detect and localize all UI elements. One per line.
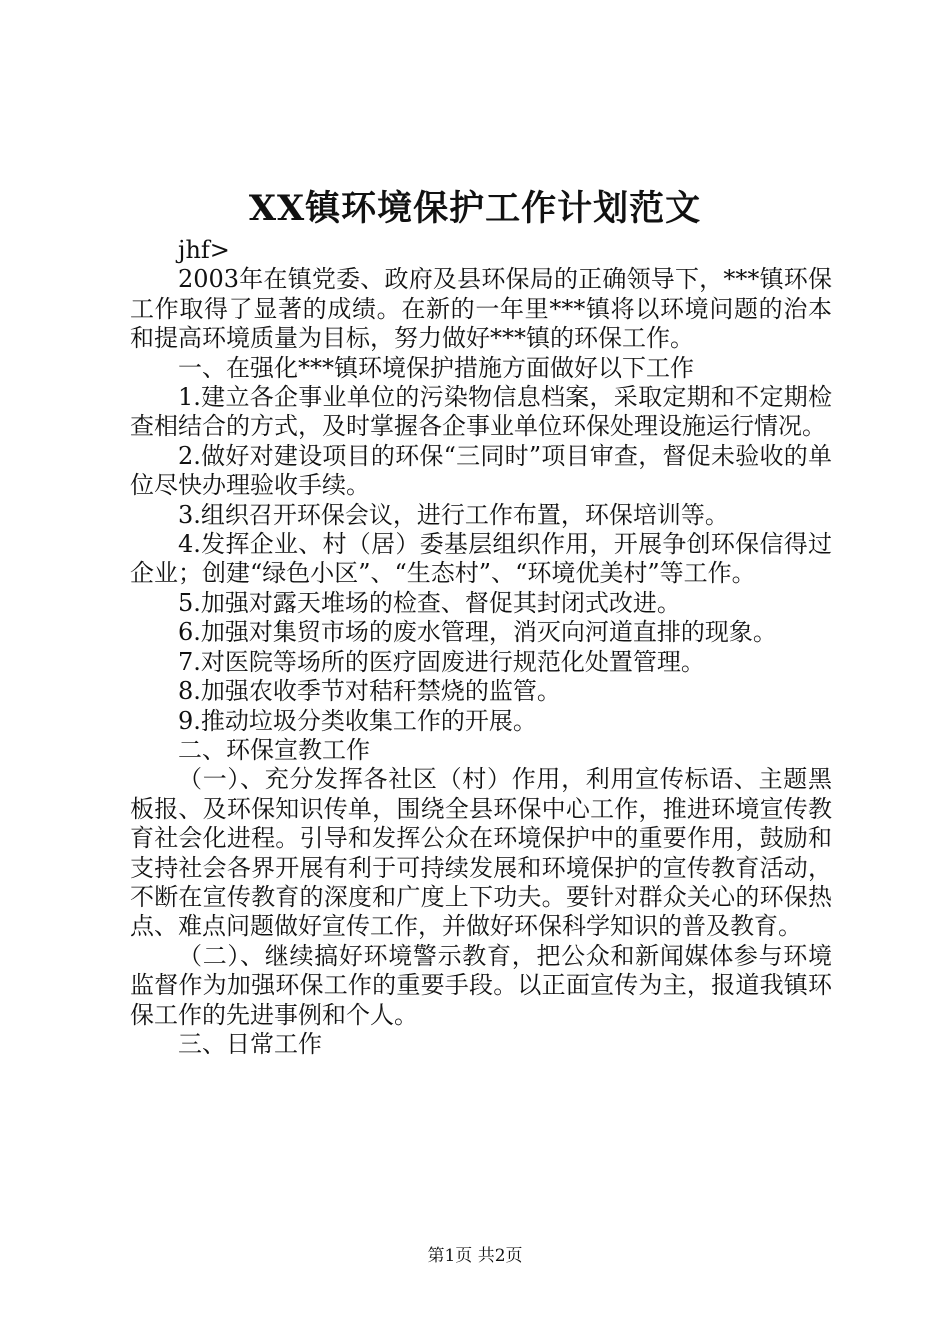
list-item-9: 9.推动垃圾分类收集工作的开展。 [178, 706, 537, 735]
list-item-5: 5.加强对露天堆场的检查、督促其封闭式改进。 [178, 588, 681, 617]
document-body [130, 236, 832, 1059]
paragraph-intro: 2003年在镇党委、政府及县环保局的正确领导下，***镇环保工作取得了显著的成绩。在新的一年里***镇将以环境问题的治本和提高环境质量为目标，努力做好***镇的环保工作。 [130, 265, 832, 353]
list-item-4: 4.发挥企业、村（居）委基层组织作用，开展争创环保信得过企业；创建“绿色小区”、“生态村”、“环境优美村”等工作。 [130, 530, 832, 588]
list-item-7: 7.对医院等场所的医疗固废进行规范化处置管理。 [178, 647, 705, 676]
subsection-2: （二）、继续搞好环境警示教育，把公众和新闻媒体参与环境监督作为加强环保工作的重要手段。以正面宣传为主，报道我镇环保工作的先进事例和个人。 [130, 941, 832, 1029]
list-item-1: 1.建立各企事业单位的污染物信息档案，采取定期和不定期检查相结合的方式，及时掌握各企事业单位环保处理设施运行情况。 [130, 383, 832, 441]
list-item-6: 6.加强对集贸市场的废水管理，消灭向河道直排的现象。 [178, 618, 777, 647]
section-heading-2: 二、环保宣教工作 [178, 735, 370, 764]
list-item-3: 3.组织召开环保会议，进行工作布置，环保培训等。 [178, 500, 729, 529]
paragraph-header-note: jhf> [178, 236, 230, 264]
list-item-2: 2.做好对建设项目的环保“三同时”项目审查，督促未验收的单位尽快办理验收手续。 [130, 441, 832, 500]
document-title: XX镇环境保护工作计划范文 [248, 188, 702, 229]
section-heading-1: 一、在强化***镇环境保护措施方面做好以下工作 [178, 353, 694, 382]
section-heading-3: 三、日常工作 [178, 1029, 322, 1058]
list-item-8: 8.加强农收季节对秸秆禁烧的监管。 [178, 677, 561, 706]
page-footer: 第1页 共2页 [427, 1246, 523, 1266]
subsection-1: （一）、充分发挥各社区（村）作用，利用宣传标语、主题黑板报、及环保知识传单，围绕全县环保中心工作，推进环境宣传教育社会化进程。引导和发挥公众在环境保护中的重要作用，鼓励和支持社会各界开展有利于可持续发展和环境保护的宣传教育活动，不断在宣传教育的深度和广度上下功夫。要针对群众关心的环保热点、难点问题做好宣传工作，并做好环保科学知识的普及教育。 [130, 765, 832, 941]
